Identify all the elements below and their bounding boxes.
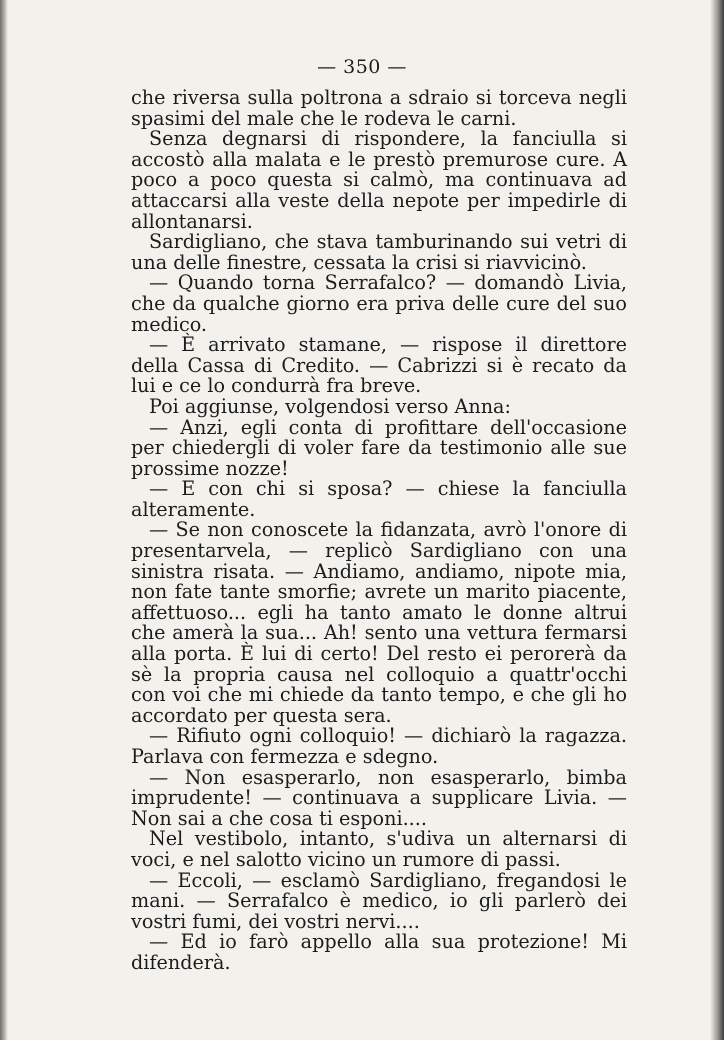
paragraph-1: che riversa sulla poltrona a sdraio si torceva negli spasimi del male che le rodeva le carni. <box>131 86 627 130</box>
paragraph-3: Sardigliano, che stava tamburinando sui vetri di una delle finestre, cessata la crisi si riavvicinò. <box>131 230 627 274</box>
paragraph-14: — Ed io farò appello alla sua protezione! Mi difenderà. <box>131 930 627 974</box>
paragraph-10: — Rifiuto ogni colloquio! — dichiarò la ragazza. Parlava con fermezza e sdegno. <box>131 724 627 768</box>
paragraph-9: — Se non conoscete la fidanzata, avrò l'onore di presentarvela, — replicò Sardigliano con una sinistra risata. — Andiamo, andiamo, nipote mia, non fate tante smorfie; avrete un marito piacente, affettuoso... egli ha tanto amato le donne altrui che amerà la sua... Ah! sento una vettura fermarsi alla porta. È lui di certo! Del resto ei perorerà da sè la propria causa nel colloquio a quattr'occhi con voi che mi chiede da tanto tempo, e che gli ho accordato per questa sera. <box>131 518 627 727</box>
paragraph-8: — E con chi si sposa? — chiese la fanciulla alteramente. <box>131 477 627 521</box>
paragraph-7: — Anzi, egli conta di profittare dell'occasione per chiedergli di voler fare da testimonio alle sue prossime nozze! <box>131 415 627 480</box>
paragraph-6: Poi aggiunse, volgendosi verso Anna: <box>149 394 511 418</box>
page-outer-edge <box>710 0 724 1040</box>
body-text <box>131 88 627 974</box>
paragraph-12: Nel vestibolo, intanto, s'udiva un alternarsi di voci, e nel salotto vicino un rumore di passi. <box>131 827 627 871</box>
paragraph-4: — Quando torna Serrafalco? — domandò Livia, che da qualche giorno era priva delle cure del suo medico. <box>131 271 627 336</box>
paragraph-5: — È arrivato stamane, — rispose il direttore della Cassa di Credito. — Cabrizzi si è recato da lui e ce lo condurrà fra breve. <box>131 333 627 398</box>
paragraph-13: — Eccoli, — esclamò Sardigliano, fregandosi le mani. — Serrafalco è medico, io gli parlerò dei vostri fumi, dei vostri nervi.... <box>131 868 627 933</box>
paragraph-2: Senza degnarsi di rispondere, la fanciulla si accostò alla malata e le prestò premurose cure. A poco a poco questa si calmò, ma continuava ad attaccarsi alla veste della nepote per impedirle di allontanarsi. <box>131 127 627 233</box>
paragraph-11: — Non esasperarlo, non esasperarlo, bimba imprudente! — continuava a supplicare Livia. — Non sai a che cosa ti esponi.... <box>131 765 627 830</box>
page-number: — 350 — <box>317 56 407 78</box>
page-binding-edge <box>0 0 8 1040</box>
